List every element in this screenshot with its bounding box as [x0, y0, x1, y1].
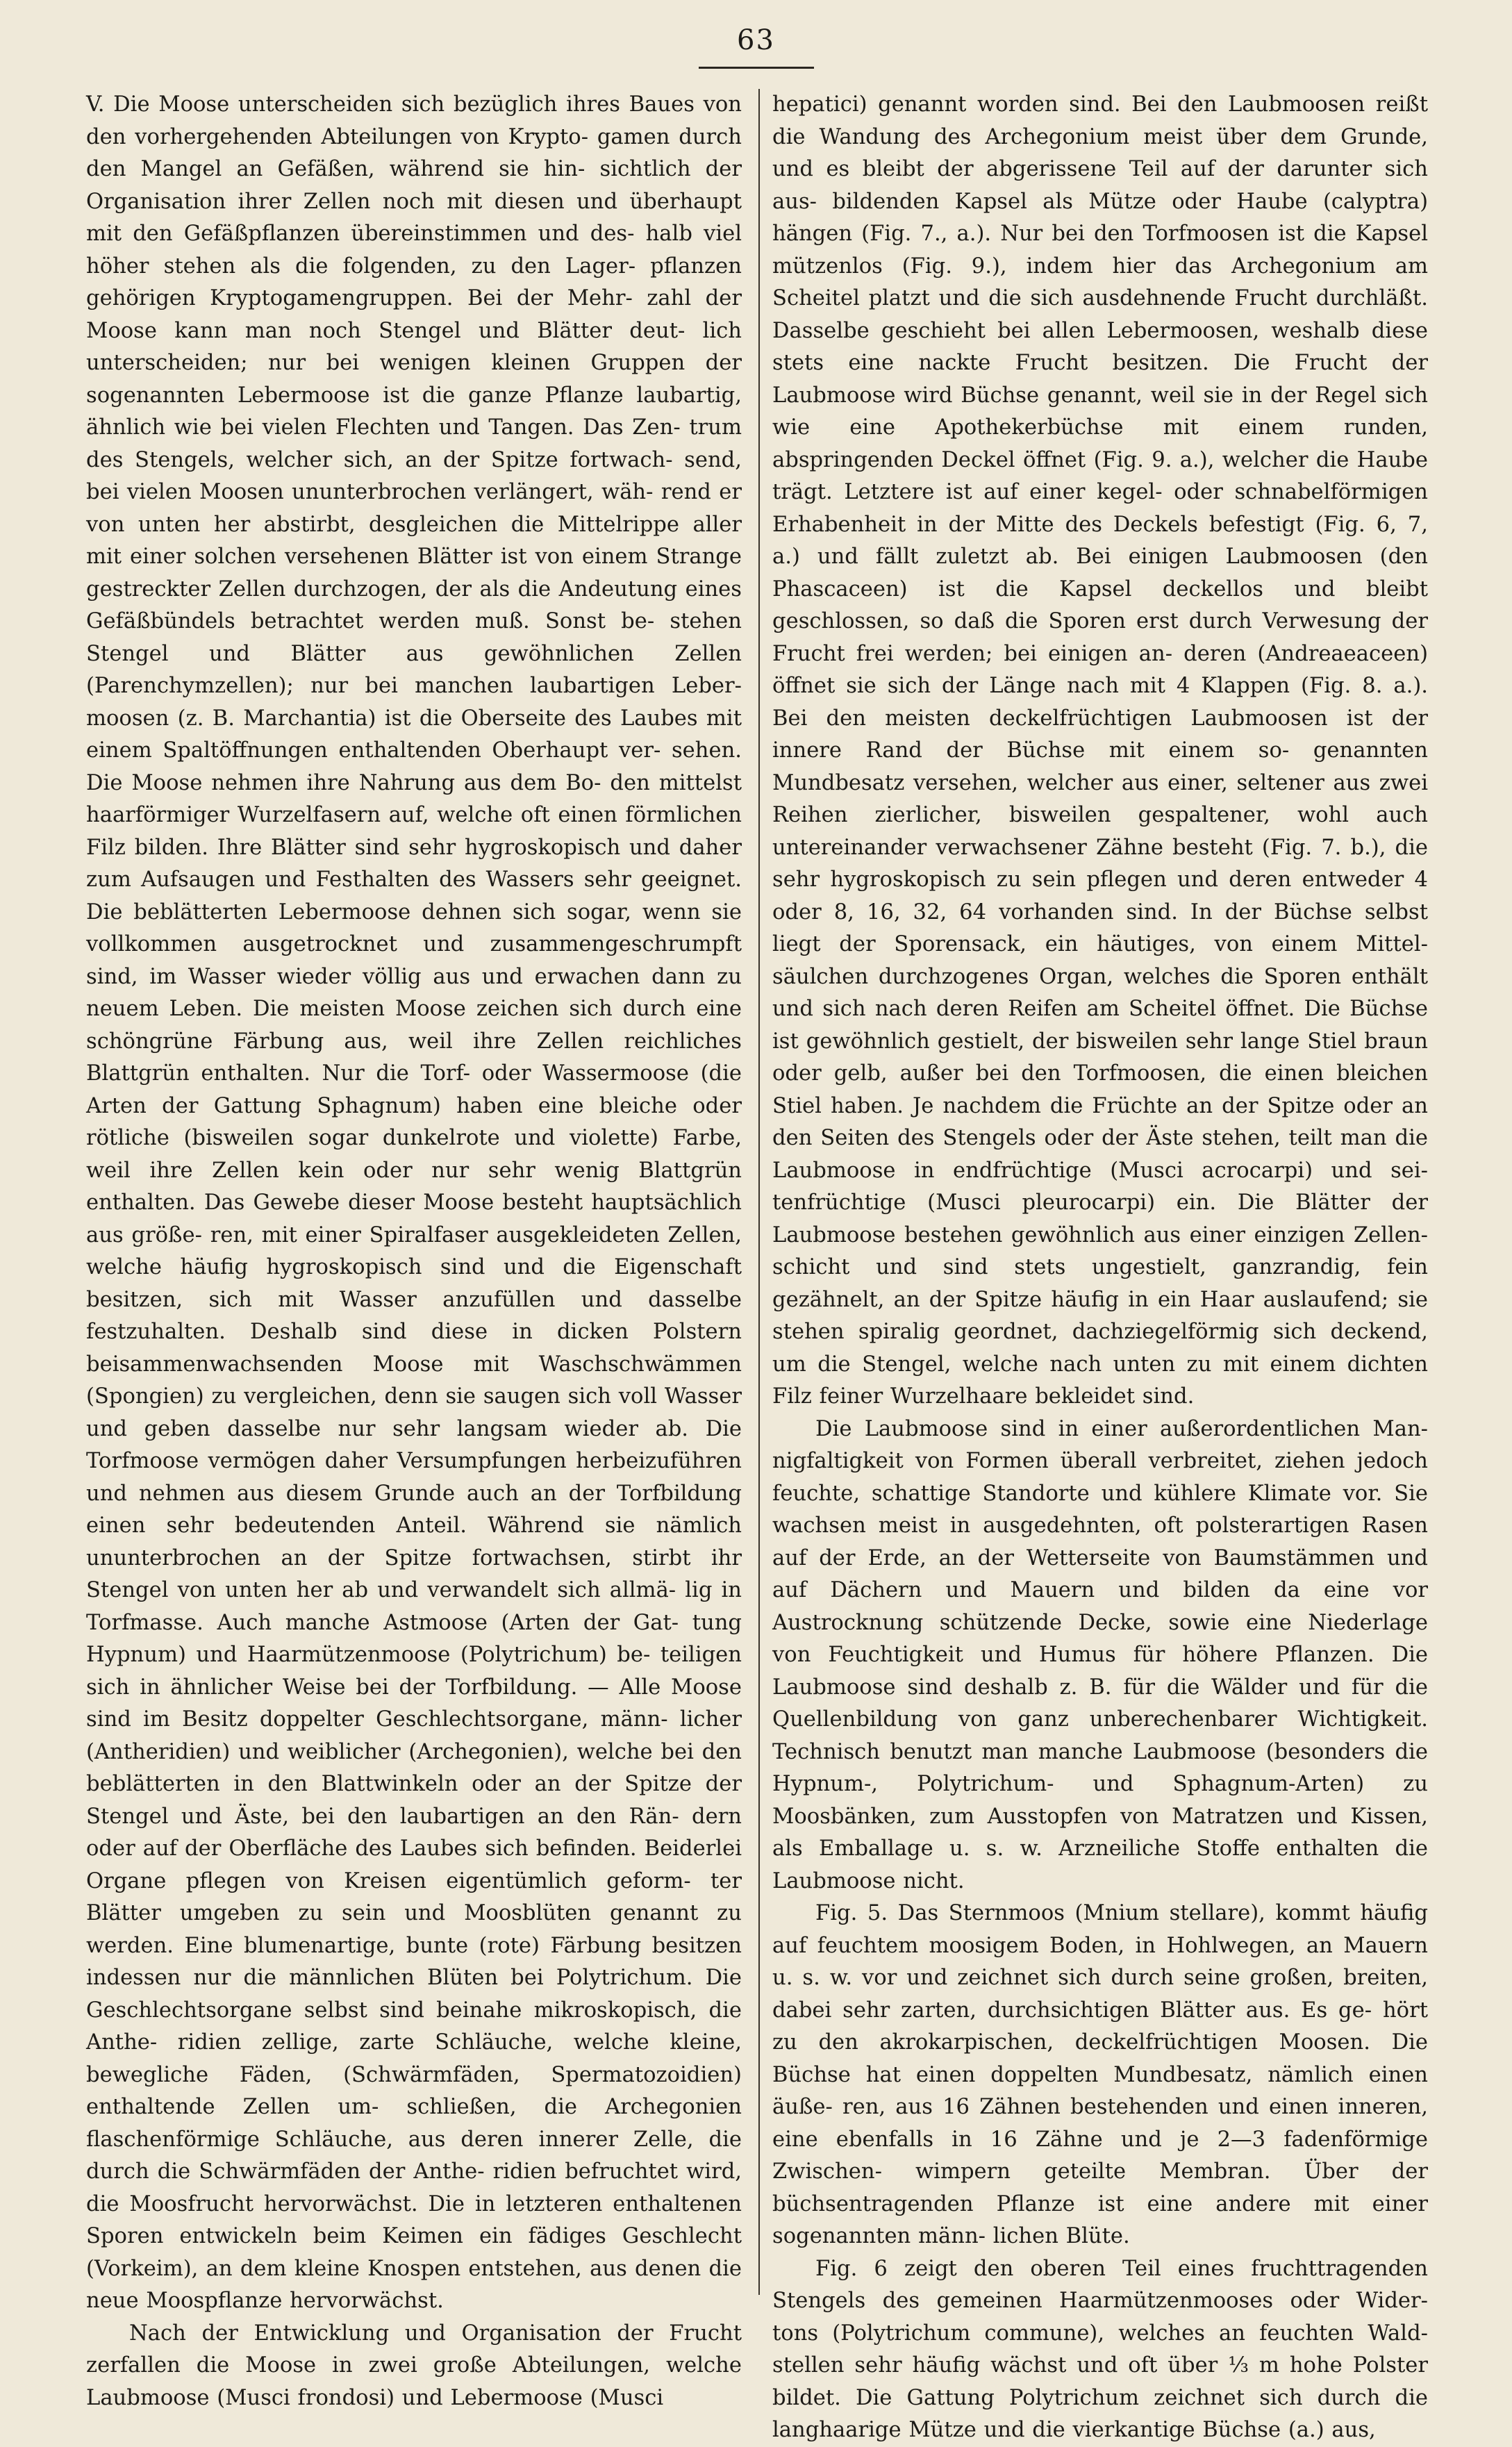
paragraph-moose-intro: V. Die Moose unterscheiden sich bezüglich ihres Baues von den vorhergehenden Abteilungen von Krypto- gamen durch den Mangel an Gefäßen, während sie hin- sichtlich der Organisation ihrer Zellen noch mit diesen und überhaupt mit den Gefäßpflanzen übereinstimmen und des- halb viel höher stehen als die folgenden, zu den Lager- pflanzen gehörigen Kryptogamengruppen. Bei der Mehr- zahl der Moose kann man noch Stengel und Blätter deut- lich unterscheiden; nur bei wenigen kleinen Gruppen der sogenannten Lebermoose ist die ganze Pflanze laubartig, ähnlich wie bei vielen Flechten und Tangen. Das Zen- trum des Stengels, welcher sich, an der Spitze fortwach- send, bei vielen Moosen ununterbrochen verlängert, wäh- rend er von unten her abstirbt, desgleichen die Mittelrippe aller mit einer solchen versehenen Blätter ist von einem Strange gestreckter Zellen durchzogen, der als die Andeutung eines Gefäßbündels betrachtet werden muß. Sonst be- stehen Stengel und Blätter aus gewöhnlichen Zellen (Parenchymzellen); nur bei manchen laubartigen Leber- moosen (z. B. Marchantia) ist die Oberseite des Laubes mit einem Spaltöffnungen enthaltenden Oberhaupt ver- sehen. Die Moose nehmen ihre Nahrung aus dem Bo- den mittelst haarförmiger Wurzelfasern auf, welche oft einen förmlichen Filz bilden. Ihre Blätter sind sehr hygroskopisch und daher zum Aufsaugen und Festhalten des Wassers sehr geeignet. Die beblätterten Lebermoose dehnen sich sogar, wenn sie vollkommen ausgetrocknet und zusammengeschrumpft sind, im Wasser wieder völlig aus und erwachen dann zu neuem Leben. Die meisten Moose zeichen sich durch eine schöngrüne Färbung aus, weil ihre Zellen reichliches Blattgrün enthalten. Nur die Torf- oder Wassermoose (die Arten der Gattung Sphagnum) haben eine bleiche oder rötliche (bisweilen sogar dunkelrote und violette) Farbe, weil ihre Zellen kein oder nur sehr wenig Blattgrün enthalten. Das Gewebe dieser Moose besteht hauptsächlich aus größe- ren, mit einer Spiralfaser ausgekleideten Zellen, welche häufig hygroskopisch sind und die Eigenschaft besitzen, sich mit Wasser anzufüllen und dasselbe festzuhalten. Deshalb sind diese in dicken Polstern beisammenwachsenden Moose mit Waschschwämmen (Spongien) zu vergleichen, denn sie saugen sich voll Wasser und geben dasselbe nur sehr langsam wieder ab. Die Torfmoose vermögen daher Versumpfungen herbeizuführen und nehmen aus diesem Grunde auch an der Torfbildung einen sehr bedeutenden Anteil. Während sie nämlich ununterbrochen an der Spitze fortwachsen, stirbt ihr Stengel von unten her ab und verwandelt sich allmä- lig in Torfmasse. Auch manche Astmoose (Arten der Gat- tung Hypnum) und Haarmützenmoose (Polytrichum) be- teiligen sich in ähnlicher Weise bei der Torfbildung. — Alle Moose sind im Besitz doppelter Geschlechtsorgane, männ- licher (Antheridien) und weiblicher (Archegonien), welche bei den beblätterten in den Blattwinkeln oder an der Spitze der Stengel und Äste, bei den laubartigen an den Rän- dern oder auf der Oberfläche des Laubes sich befinden. Beiderlei Organe pflegen von Kreisen eigentümlich geform- ter Blätter umgeben zu sein und Moosblüten genannt zu werden. Eine blumenartige, bunte (rote) Färbung besitzen indessen nur die männlichen Blüten bei Polytrichum. Die Geschlechtsorgane selbst sind beinahe mikroskopisch, die Anthe- ridien zellige, zarte Schläuche, welche kleine, bewegliche Fäden, (Schwärmfäden, Spermatozoidien) enthaltende Zellen um- schließen, die Archegonien flaschenförmige Schläuche, aus deren innerer Zelle, die durch die Schwärmfäden der Anthe- ridien befruchtet wird, die Moosfrucht hervorwächst. Die in letzteren enthaltenen Sporen entwickeln beim Keimen ein fädiges Geschlecht (Vorkeim), an dem kleine Knospen entstehen, aus denen die neue Moospflanze hervorwächst.: [86, 92, 742, 2313]
page-number: 63: [737, 24, 775, 56]
paragraph-fig-6: Fig. 6 zeigt den oberen Teil eines fruchttragenden Stengels des gemeinen Haarmützenmooses oder Wider- tons (Polytrichum commune), welches an feuchten Wald- stellen sehr häufig wächst und oft über ⅓ m hohe Polster bildet. Die Gattung Polytrichum zeichnet sich durch die langhaarige Mütze und die vierkantige Büchse (a.) aus,: [772, 2256, 1428, 2442]
paragraph-entwicklung: Nach der Entwicklung und Organisation der Frucht zerfallen die Moose in zwei große Abteilungen, welche Laubmoose (Musci frondosi) und Lebermoose (Musci: [86, 2321, 742, 2410]
left-column: [86, 89, 742, 2410]
right-column: [772, 89, 1428, 2442]
paragraph-fig-5: Fig. 5. Das Sternmoos (Mnium stellare), kommt häufig auf feuchtem moosigem Boden, in Hohlwegen, an Mauern u. s. w. vor und zeichnet sich durch seine großen, breiten, dabei sehr zarten, durchsichtigen Blätter aus. Es ge- hört zu den akrokarpischen, deckelfrüchtigen Moosen. Die Büchse hat einen doppelten Mundbesatz, nämlich einen äuße- ren, aus 16 Zähnen bestehenden und einen inneren, eine ebenfalls in 16 Zähne und je 2—3 fadenförmige Zwischen- wimpern geteilte Membran. Über der büchsentragenden Pflanze ist eine andere mit einer sogenannten männ- lichen Blüte.: [772, 1901, 1428, 2248]
paragraph-laubmoose-frucht: hepatici) genannt worden sind. Bei den Laubmoosen reißt die Wandung des Archegonium meist über dem Grunde, und es bleibt der abgerissene Teil auf der darunter sich aus- bildenden Kapsel als Mütze oder Haube (calyptra) hängen (Fig. 7., a.). Nur bei den Torfmoosen ist die Kapsel mützenlos (Fig. 9.), indem hier das Archegonium am Scheitel platzt und die sich ausdehnende Frucht durchläßt. Dasselbe geschieht bei allen Lebermoosen, weshalb diese stets eine nackte Frucht besitzen. Die Frucht der Laubmoose wird Büchse genannt, weil sie in der Regel sich wie eine Apothekerbüchse mit einem runden, abspringenden Deckel öffnet (Fig. 9. a.), welcher die Haube trägt. Letztere ist auf einer kegel- oder schnabelförmigen Erhabenheit in der Mitte des Deckels befestigt (Fig. 6, 7, a.) und fällt zuletzt ab. Bei einigen Laubmoosen (den Phascaceen) ist die Kapsel deckellos und bleibt geschlossen, so daß die Sporen erst durch Verwesung der Frucht frei werden; bei einigen an- deren (Andreaeaceen) öffnet sie sich der Länge nach mit 4 Klappen (Fig. 8. a.). Bei den meisten deckelfrüchtigen Laubmoosen ist der innere Rand der Büchse mit einem so- genannten Mundbesatz versehen, welcher aus einer, seltener aus zwei Reihen zierlicher, bisweilen gespaltener, wohl auch untereinander verwachsener Zähne besteht (Fig. 7. b.), die sehr hygroskopisch zu sein pflegen und deren entweder 4 oder 8, 16, 32, 64 vorhanden sind. In der Büchse selbst liegt der Sporensack, ein häutiges, von einem Mittel- säulchen durchzogenes Organ, welches die Sporen enthält und sich nach deren Reifen am Scheitel öffnet. Die Büchse ist gewöhnlich gestielt, der bisweilen sehr lange Stiel braun oder gelb, außer bei den Torfmoosen, die einen bleichen Stiel haben. Je nachdem die Früchte an der Spitze oder an den Seiten des Stengels oder der Äste stehen, teilt man die Laubmoose in endfrüchtige (Musci acrocarpi) und sei- tenfrüchtige (Musci pleurocarpi) ein. Die Blätter der Laubmoose bestehen gewöhnlich aus einer einzigen Zellen- schicht und sind stets ungestielt, ganzrandig, fein gezähnelt, an der Spitze häufig in ein Haar auslaufend; sie stehen spiralig geordnet, dachziegelförmig sich deckend, um die Stengel, welche nach unten zu mit einem dichten Filz feiner Wurzelhaare bekleidet sind.: [772, 92, 1428, 1409]
paragraph-verbreitung: Die Laubmoose sind in einer außerordentlichen Man- nigfaltigkeit von Formen überall verbreitet, ziehen jedoch feuchte, schattige Standorte und kühlere Klimate vor. Sie wachsen meist in ausgedehnten, oft polsterartigen Rasen auf der Erde, an der Wetterseite von Baumstämmen und auf Dächern und Mauern und bilden da eine vor Austrocknung schützende Decke, sowie eine Niederlage von Feuchtigkeit und Humus für höhere Pflanzen. Die Laubmoose sind deshalb z. B. für die Wälder und für die Quellenbildung von ganz unberechenbarer Wichtigkeit. Technisch benutzt man manche Laubmoose (besonders die Hypnum-, Polytrichum- und Sphagnum-Arten) zu Moosbänken, zum Ausstopfen von Matratzen und Kissen, als Emballage u. s. w. Arzneiliche Stoffe enthalten die Laubmoose nicht.: [772, 1416, 1428, 1893]
header-rule: [699, 67, 814, 69]
column-divider: [758, 89, 760, 2295]
